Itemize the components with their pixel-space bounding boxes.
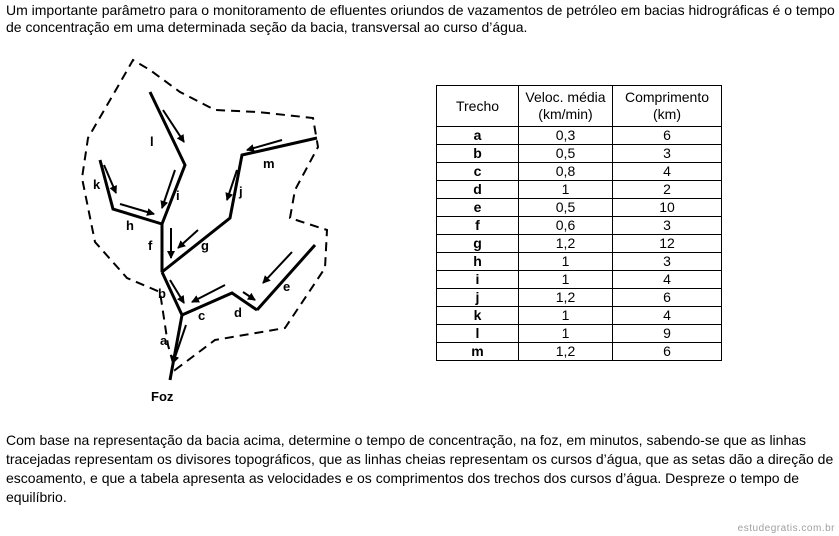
segment-label-f: f <box>148 238 153 253</box>
cell-trecho: c <box>437 163 519 181</box>
data-table <box>436 85 722 361</box>
flow-arrows <box>104 110 292 363</box>
cell-veloc: 1,2 <box>519 343 613 361</box>
table-row <box>437 307 722 325</box>
stream-c-d <box>182 293 257 315</box>
cell-comp: 4 <box>613 163 722 181</box>
cell-trecho: a <box>437 127 519 145</box>
cell-veloc: 1 <box>519 325 613 343</box>
segment-label-e: e <box>283 279 291 294</box>
cell-trecho: m <box>437 343 519 361</box>
cell-veloc: 0,5 <box>519 199 613 217</box>
cell-veloc: 0,5 <box>519 145 613 163</box>
cell-comp: 12 <box>613 235 722 253</box>
cell-comp: 10 <box>613 199 722 217</box>
segment-label-j: j <box>239 184 243 199</box>
table-row <box>437 127 722 145</box>
watershed-diagram <box>0 50 340 410</box>
cell-veloc: 1,2 <box>519 289 613 307</box>
table-row <box>437 289 722 307</box>
outlet-label: Foz <box>151 389 174 404</box>
cell-veloc: 1,2 <box>519 235 613 253</box>
question-text: Com base na representação da bacia acima, determine o tempo de concentração, na foz, em minutos, sabendo-se que as linhas tracejadas representam os divisores topográficos, que as linhas cheias representam os cursos d’água, que as setas dão a direção de escoamento, e que a tabela apresenta as velocidades e os comprimentos dos trechos dos cursos d’água. Despreze o tempo de equilíbrio. <box>6 432 834 505</box>
table-row <box>437 253 722 271</box>
segment-label-l: l <box>150 134 154 149</box>
cell-trecho: g <box>437 235 519 253</box>
cell-trecho: k <box>437 307 519 325</box>
table-header-row <box>437 86 722 127</box>
cell-veloc: 0,6 <box>519 217 613 235</box>
table-row <box>437 217 722 235</box>
segment-label-h: h <box>126 218 134 233</box>
cell-comp: 4 <box>613 271 722 289</box>
header-veloc: Veloc. média (km/min) <box>519 86 613 127</box>
cell-comp: 3 <box>613 145 722 163</box>
cell-veloc: 1 <box>519 253 613 271</box>
cell-comp: 2 <box>613 181 722 199</box>
segment-label-k: k <box>93 177 101 192</box>
stream-network <box>100 92 317 380</box>
cell-trecho: e <box>437 199 519 217</box>
cell-trecho: f <box>437 217 519 235</box>
table-row <box>437 343 722 361</box>
segment-labels <box>93 134 290 404</box>
cell-comp: 3 <box>613 253 722 271</box>
cell-trecho: d <box>437 181 519 199</box>
cell-comp: 3 <box>613 217 722 235</box>
cell-veloc: 0,3 <box>519 127 613 145</box>
cell-comp: 6 <box>613 289 722 307</box>
watershed-divide <box>82 60 327 370</box>
cell-veloc: 1 <box>519 307 613 325</box>
cell-comp: 4 <box>613 307 722 325</box>
intro-text: Um importante parâmetro para o monitoramento de efluentes oriundos de vazamentos de petróleo em bacias hidrográficas é o tempo de concentração em uma determinada seção da bacia, transversal ao curso d’água. <box>6 2 835 35</box>
table-row <box>437 235 722 253</box>
cell-trecho: l <box>437 325 519 343</box>
table-row <box>437 145 722 163</box>
segment-label-g: g <box>201 238 209 253</box>
cell-veloc: 1 <box>519 181 613 199</box>
stream-g-j <box>162 138 317 272</box>
cell-trecho: j <box>437 289 519 307</box>
cell-trecho: b <box>437 145 519 163</box>
stream-e <box>257 245 315 310</box>
cell-comp: 6 <box>613 343 722 361</box>
cell-trecho: h <box>437 253 519 271</box>
table-row <box>437 271 722 289</box>
cell-comp: 6 <box>613 127 722 145</box>
segment-label-m: m <box>263 156 275 171</box>
segment-label-b: b <box>158 286 166 301</box>
cell-veloc: 0,8 <box>519 163 613 181</box>
table-row <box>437 199 722 217</box>
segment-label-i: i <box>176 188 180 203</box>
table-row <box>437 181 722 199</box>
stream-l-i <box>150 92 185 224</box>
table-row <box>437 325 722 343</box>
header-comp: Comprimento (km) <box>613 86 722 127</box>
site-credit: estudegratis.com.br <box>737 523 835 534</box>
arrow-i <box>162 170 175 208</box>
segment-label-a: a <box>160 333 168 348</box>
cell-comp: 9 <box>613 325 722 343</box>
segment-label-c: c <box>198 308 206 323</box>
table-row <box>437 163 722 181</box>
cell-veloc: 1 <box>519 271 613 289</box>
segment-label-d: d <box>234 305 242 320</box>
header-trecho: Trecho <box>437 86 519 127</box>
cell-trecho: i <box>437 271 519 289</box>
arrow-d <box>243 292 255 300</box>
